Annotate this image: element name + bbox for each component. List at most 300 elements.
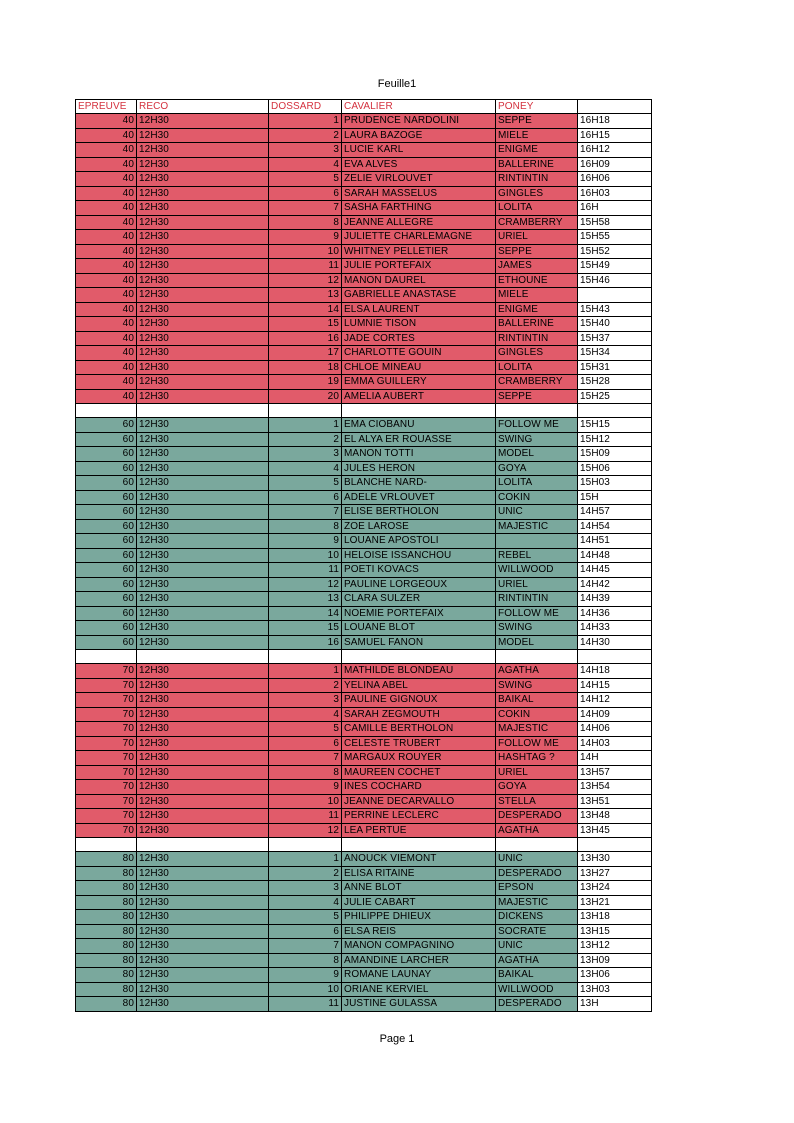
empty-cell: [496, 650, 578, 664]
sheet-title: Feuille1: [377, 78, 417, 90]
reco-cell: 12H30: [137, 389, 269, 404]
epreuve-cell: 40: [76, 230, 137, 245]
dossard-cell: 9: [269, 968, 342, 983]
table-row: [76, 997, 652, 1012]
time-cell: 14H48: [578, 548, 652, 563]
table-row: [76, 215, 652, 230]
table-row: [76, 172, 652, 187]
poney-cell: MODEL: [496, 635, 578, 650]
empty-cell: [137, 650, 269, 664]
poney-cell: COKIN: [496, 707, 578, 722]
table-row: [76, 910, 652, 925]
epreuve-cell: 60: [76, 534, 137, 549]
poney-cell: CRAMBERRY: [496, 375, 578, 390]
cavalier-cell: PAULINE GIGNOUX: [342, 693, 496, 708]
dossard-cell: 11: [269, 563, 342, 578]
epreuve-cell: 40: [76, 244, 137, 259]
epreuve-cell: 70: [76, 678, 137, 693]
time-cell: 14H51: [578, 534, 652, 549]
poney-cell: RINTINTIN: [496, 331, 578, 346]
epreuve-cell: 70: [76, 794, 137, 809]
time-cell: 14H09: [578, 707, 652, 722]
dossard-cell: 1: [269, 418, 342, 433]
cavalier-cell: PAULINE LORGEOUX: [342, 577, 496, 592]
empty-cell: [342, 650, 496, 664]
epreuve-cell: 40: [76, 288, 137, 303]
poney-cell: RINTINTIN: [496, 172, 578, 187]
table-row: [76, 982, 652, 997]
table-row: [76, 244, 652, 259]
table-row: [76, 664, 652, 679]
epreuve-cell: 60: [76, 490, 137, 505]
cavalier-cell: LOUANE APOSTOLI: [342, 534, 496, 549]
poney-cell: STELLA: [496, 794, 578, 809]
epreuve-cell: 40: [76, 389, 137, 404]
table-row: [76, 317, 652, 332]
reco-cell: 12H30: [137, 476, 269, 491]
time-cell: 15H52: [578, 244, 652, 259]
reco-cell: 12H30: [137, 866, 269, 881]
reco-cell: 12H30: [137, 852, 269, 867]
reco-cell: 12H30: [137, 577, 269, 592]
time-cell: 16H: [578, 201, 652, 216]
time-cell: 15H06: [578, 461, 652, 476]
cavalier-cell: EL ALYA ER ROUASSE: [342, 432, 496, 447]
table-row: [76, 143, 652, 158]
epreuve-cell: 80: [76, 895, 137, 910]
table-row: [76, 519, 652, 534]
table-row: [76, 751, 652, 766]
dossard-cell: 15: [269, 317, 342, 332]
cavalier-cell: ELISA RITAINE: [342, 866, 496, 881]
reco-cell: 12H30: [137, 548, 269, 563]
epreuve-cell: 60: [76, 548, 137, 563]
reco-cell: 12H30: [137, 751, 269, 766]
cavalier-cell: ELISE BERTHOLON: [342, 505, 496, 520]
epreuve-cell: 80: [76, 968, 137, 983]
poney-cell: COKIN: [496, 490, 578, 505]
reco-cell: 12H30: [137, 317, 269, 332]
empty-cell: [496, 404, 578, 418]
reco-cell: 12H30: [137, 924, 269, 939]
time-cell: 15H28: [578, 375, 652, 390]
dossard-cell: 2: [269, 432, 342, 447]
cavalier-cell: LUCIE KARL: [342, 143, 496, 158]
dossard-cell: 9: [269, 534, 342, 549]
dossard-cell: 7: [269, 201, 342, 216]
dossard-cell: 4: [269, 461, 342, 476]
dossard-cell: 11: [269, 259, 342, 274]
separator-row: [76, 650, 652, 664]
header-cavalier: CAVALIER: [342, 100, 496, 114]
poney-cell: WILLWOOD: [496, 563, 578, 578]
cavalier-cell: INES COCHARD: [342, 780, 496, 795]
cavalier-cell: JADE CORTES: [342, 331, 496, 346]
reco-cell: 12H30: [137, 375, 269, 390]
time-cell: 15H43: [578, 302, 652, 317]
dossard-cell: 16: [269, 331, 342, 346]
epreuve-cell: 40: [76, 172, 137, 187]
epreuve-cell: 60: [76, 505, 137, 520]
cavalier-cell: CHLOE MINEAU: [342, 360, 496, 375]
reco-cell: 12H30: [137, 186, 269, 201]
cavalier-cell: SARAH MASSELUS: [342, 186, 496, 201]
poney-cell: BALLERINE: [496, 157, 578, 172]
dossard-cell: 5: [269, 172, 342, 187]
table-row: [76, 360, 652, 375]
cavalier-cell: HELOISE ISSANCHOU: [342, 548, 496, 563]
table-row: [76, 563, 652, 578]
cavalier-cell: WHITNEY PELLETIER: [342, 244, 496, 259]
dossard-cell: 4: [269, 895, 342, 910]
poney-cell: LOLITA: [496, 201, 578, 216]
table-row: [76, 809, 652, 824]
dossard-cell: 6: [269, 490, 342, 505]
poney-cell: FOLLOW ME: [496, 418, 578, 433]
cavalier-cell: CHARLOTTE GOUIN: [342, 346, 496, 361]
reco-cell: 12H30: [137, 143, 269, 158]
poney-cell: SWING: [496, 621, 578, 636]
epreuve-cell: 60: [76, 461, 137, 476]
epreuve-cell: 40: [76, 273, 137, 288]
table-row: [76, 273, 652, 288]
time-cell: 14H15: [578, 678, 652, 693]
table-row: [76, 432, 652, 447]
cavalier-cell: EMMA GUILLERY: [342, 375, 496, 390]
reco-cell: 12H30: [137, 114, 269, 129]
table-row: [76, 331, 652, 346]
time-cell: 14H03: [578, 736, 652, 751]
poney-cell: URIEL: [496, 577, 578, 592]
poney-cell: AGATHA: [496, 823, 578, 838]
epreuve-cell: 40: [76, 317, 137, 332]
reco-cell: 12H30: [137, 678, 269, 693]
dossard-cell: 20: [269, 389, 342, 404]
cavalier-cell: EVA ALVES: [342, 157, 496, 172]
dossard-cell: 4: [269, 707, 342, 722]
cavalier-cell: ZOE LAROSE: [342, 519, 496, 534]
cavalier-cell: GABRIELLE ANASTASE: [342, 288, 496, 303]
time-cell: 15H58: [578, 215, 652, 230]
cavalier-cell: LEA PERTUE: [342, 823, 496, 838]
poney-cell: AGATHA: [496, 953, 578, 968]
cavalier-cell: EMA CIOBANU: [342, 418, 496, 433]
dossard-cell: 1: [269, 114, 342, 129]
time-cell: 16H06: [578, 172, 652, 187]
cavalier-cell: ANOUCK VIEMONT: [342, 852, 496, 867]
cavalier-cell: YELINA ABEL: [342, 678, 496, 693]
poney-cell: MAJESTIC: [496, 519, 578, 534]
dossard-cell: 17: [269, 346, 342, 361]
epreuve-cell: 40: [76, 302, 137, 317]
reco-cell: 12H30: [137, 172, 269, 187]
reco-cell: 12H30: [137, 895, 269, 910]
time-cell: 14H45: [578, 563, 652, 578]
dossard-cell: 7: [269, 751, 342, 766]
reco-cell: 12H30: [137, 288, 269, 303]
table-row: [76, 577, 652, 592]
poney-cell: MAJESTIC: [496, 722, 578, 737]
epreuve-cell: 70: [76, 780, 137, 795]
empty-cell: [76, 404, 137, 418]
empty-cell: [76, 650, 137, 664]
epreuve-cell: 60: [76, 476, 137, 491]
poney-cell: UNIC: [496, 505, 578, 520]
reco-cell: 12H30: [137, 780, 269, 795]
epreuve-cell: 40: [76, 331, 137, 346]
table-row: [76, 823, 652, 838]
page-number: Page 1: [379, 1033, 415, 1045]
epreuve-cell: 70: [76, 664, 137, 679]
dossard-cell: 12: [269, 823, 342, 838]
poney-cell: REBEL: [496, 548, 578, 563]
epreuve-cell: 60: [76, 519, 137, 534]
dossard-cell: 2: [269, 128, 342, 143]
reco-cell: 12H30: [137, 693, 269, 708]
time-cell: 15H46: [578, 273, 652, 288]
reco-cell: 12H30: [137, 794, 269, 809]
time-cell: 15H15: [578, 418, 652, 433]
dossard-cell: 7: [269, 505, 342, 520]
table-row: [76, 736, 652, 751]
empty-cell: [342, 404, 496, 418]
table-row: [76, 288, 652, 303]
empty-cell: [137, 838, 269, 852]
reco-cell: 12H30: [137, 939, 269, 954]
reco-cell: 12H30: [137, 259, 269, 274]
table-row: [76, 707, 652, 722]
poney-cell: MODEL: [496, 447, 578, 462]
reco-cell: 12H30: [137, 910, 269, 925]
epreuve-cell: 40: [76, 201, 137, 216]
time-cell: 13H51: [578, 794, 652, 809]
poney-cell: GINGLES: [496, 186, 578, 201]
time-cell: 13H30: [578, 852, 652, 867]
table-row: [76, 606, 652, 621]
poney-cell: LOLITA: [496, 476, 578, 491]
cavalier-cell: SARAH ZEGMOUTH: [342, 707, 496, 722]
time-cell: 15H03: [578, 476, 652, 491]
poney-cell: DESPERADO: [496, 866, 578, 881]
epreuve-cell: 40: [76, 375, 137, 390]
dossard-cell: 12: [269, 273, 342, 288]
table-row: [76, 302, 652, 317]
epreuve-cell: 80: [76, 866, 137, 881]
poney-cell: DESPERADO: [496, 997, 578, 1012]
poney-cell: SWING: [496, 678, 578, 693]
poney-cell: MAJESTIC: [496, 895, 578, 910]
dossard-cell: 14: [269, 302, 342, 317]
table-row: [76, 534, 652, 549]
table-row: [76, 259, 652, 274]
epreuve-cell: 70: [76, 751, 137, 766]
table-row: [76, 461, 652, 476]
dossard-cell: 13: [269, 288, 342, 303]
header-poney: PONEY: [496, 100, 578, 114]
epreuve-cell: 80: [76, 939, 137, 954]
poney-cell: BALLERINE: [496, 317, 578, 332]
poney-cell: MIELE: [496, 128, 578, 143]
reco-cell: 12H30: [137, 302, 269, 317]
time-cell: 13H03: [578, 982, 652, 997]
separator-row: [76, 838, 652, 852]
time-cell: 14H42: [578, 577, 652, 592]
epreuve-cell: 40: [76, 259, 137, 274]
epreuve-cell: 80: [76, 852, 137, 867]
time-cell: 14H57: [578, 505, 652, 520]
time-cell: 15H37: [578, 331, 652, 346]
cavalier-cell: JULIETTE CHARLEMAGNE: [342, 230, 496, 245]
dossard-cell: 4: [269, 157, 342, 172]
poney-cell: DESPERADO: [496, 809, 578, 824]
dossard-cell: 10: [269, 982, 342, 997]
reco-cell: 12H30: [137, 273, 269, 288]
reco-cell: 12H30: [137, 215, 269, 230]
poney-cell: RINTINTIN: [496, 592, 578, 607]
epreuve-cell: 40: [76, 157, 137, 172]
header-time: [578, 100, 652, 114]
time-cell: 14H: [578, 751, 652, 766]
table-row: [76, 924, 652, 939]
time-cell: 14H36: [578, 606, 652, 621]
time-cell: 13H06: [578, 968, 652, 983]
reco-cell: 12H30: [137, 823, 269, 838]
time-cell: 14H12: [578, 693, 652, 708]
dossard-cell: 5: [269, 910, 342, 925]
table-row: [76, 678, 652, 693]
dossard-cell: 9: [269, 230, 342, 245]
cavalier-cell: CAMILLE BERTHOLON: [342, 722, 496, 737]
reco-cell: 12H30: [137, 881, 269, 896]
cavalier-cell: ZELIE VIRLOUVET: [342, 172, 496, 187]
epreuve-cell: 40: [76, 360, 137, 375]
dossard-cell: 8: [269, 765, 342, 780]
dossard-cell: 14: [269, 606, 342, 621]
table-row: [76, 157, 652, 172]
reco-cell: 12H30: [137, 331, 269, 346]
poney-cell: WILLWOOD: [496, 982, 578, 997]
epreuve-cell: 60: [76, 447, 137, 462]
table-row: [76, 230, 652, 245]
reco-cell: 12H30: [137, 809, 269, 824]
epreuve-cell: 70: [76, 765, 137, 780]
time-cell: 15H09: [578, 447, 652, 462]
table-row: [76, 722, 652, 737]
epreuve-cell: 40: [76, 215, 137, 230]
reco-cell: 12H30: [137, 157, 269, 172]
time-cell: 14H06: [578, 722, 652, 737]
poney-cell: SEPPE: [496, 389, 578, 404]
cavalier-cell: LUMNIE TISON: [342, 317, 496, 332]
time-cell: 13H21: [578, 895, 652, 910]
header-reco: RECO: [137, 100, 269, 114]
table-row: [76, 186, 652, 201]
cavalier-cell: MAUREEN COCHET: [342, 765, 496, 780]
poney-cell: ENIGME: [496, 143, 578, 158]
separator-row: [76, 404, 652, 418]
time-cell: 15H40: [578, 317, 652, 332]
dossard-cell: 11: [269, 809, 342, 824]
poney-cell: ETHOUNE: [496, 273, 578, 288]
time-cell: 14H54: [578, 519, 652, 534]
epreuve-cell: 80: [76, 953, 137, 968]
empty-cell: [269, 650, 342, 664]
cavalier-cell: ROMANE LAUNAY: [342, 968, 496, 983]
poney-cell: BAIKAL: [496, 968, 578, 983]
epreuve-cell: 80: [76, 997, 137, 1012]
time-cell: 13H54: [578, 780, 652, 795]
reco-cell: 12H30: [137, 765, 269, 780]
cavalier-cell: ANNE BLOT: [342, 881, 496, 896]
poney-cell: AGATHA: [496, 664, 578, 679]
epreuve-cell: 60: [76, 606, 137, 621]
time-cell: 14H33: [578, 621, 652, 636]
reco-cell: 12H30: [137, 592, 269, 607]
poney-cell: GOYA: [496, 461, 578, 476]
poney-cell: UNIC: [496, 939, 578, 954]
epreuve-cell: 80: [76, 924, 137, 939]
time-cell: 15H34: [578, 346, 652, 361]
table-row: [76, 895, 652, 910]
header-row: [76, 100, 652, 114]
table-row: [76, 505, 652, 520]
dossard-cell: 3: [269, 881, 342, 896]
epreuve-cell: 60: [76, 621, 137, 636]
table-row: [76, 621, 652, 636]
dossard-cell: 6: [269, 924, 342, 939]
table-row: [76, 447, 652, 462]
header-dossard: DOSSARD: [269, 100, 342, 114]
empty-cell: [578, 650, 652, 664]
poney-cell: GOYA: [496, 780, 578, 795]
cavalier-cell: JULIE PORTEFAIX: [342, 259, 496, 274]
table-row: [76, 114, 652, 129]
epreuve-cell: 70: [76, 707, 137, 722]
dossard-cell: 5: [269, 722, 342, 737]
table-row: [76, 866, 652, 881]
cavalier-cell: SASHA FARTHING: [342, 201, 496, 216]
dossard-cell: 3: [269, 143, 342, 158]
time-cell: 13H27: [578, 866, 652, 881]
time-cell: 13H12: [578, 939, 652, 954]
reco-cell: 12H30: [137, 128, 269, 143]
time-cell: 16H03: [578, 186, 652, 201]
epreuve-cell: 40: [76, 346, 137, 361]
empty-cell: [496, 838, 578, 852]
table-row: [76, 881, 652, 896]
poney-cell: LOLITA: [496, 360, 578, 375]
reco-cell: 12H30: [137, 953, 269, 968]
time-cell: 14H39: [578, 592, 652, 607]
time-cell: 14H18: [578, 664, 652, 679]
epreuve-cell: 70: [76, 693, 137, 708]
dossard-cell: 3: [269, 447, 342, 462]
epreuve-cell: 60: [76, 635, 137, 650]
dossard-cell: 1: [269, 852, 342, 867]
table-row: [76, 794, 652, 809]
cavalier-cell: POETI KOVACS: [342, 563, 496, 578]
epreuve-cell: 40: [76, 128, 137, 143]
poney-cell: ENIGME: [496, 302, 578, 317]
dossard-cell: 7: [269, 939, 342, 954]
empty-cell: [578, 404, 652, 418]
cavalier-cell: SAMUEL FANON: [342, 635, 496, 650]
cavalier-cell: MANON TOTTI: [342, 447, 496, 462]
time-cell: 13H09: [578, 953, 652, 968]
epreuve-cell: 70: [76, 736, 137, 751]
poney-cell: UNIC: [496, 852, 578, 867]
epreuve-cell: 70: [76, 809, 137, 824]
